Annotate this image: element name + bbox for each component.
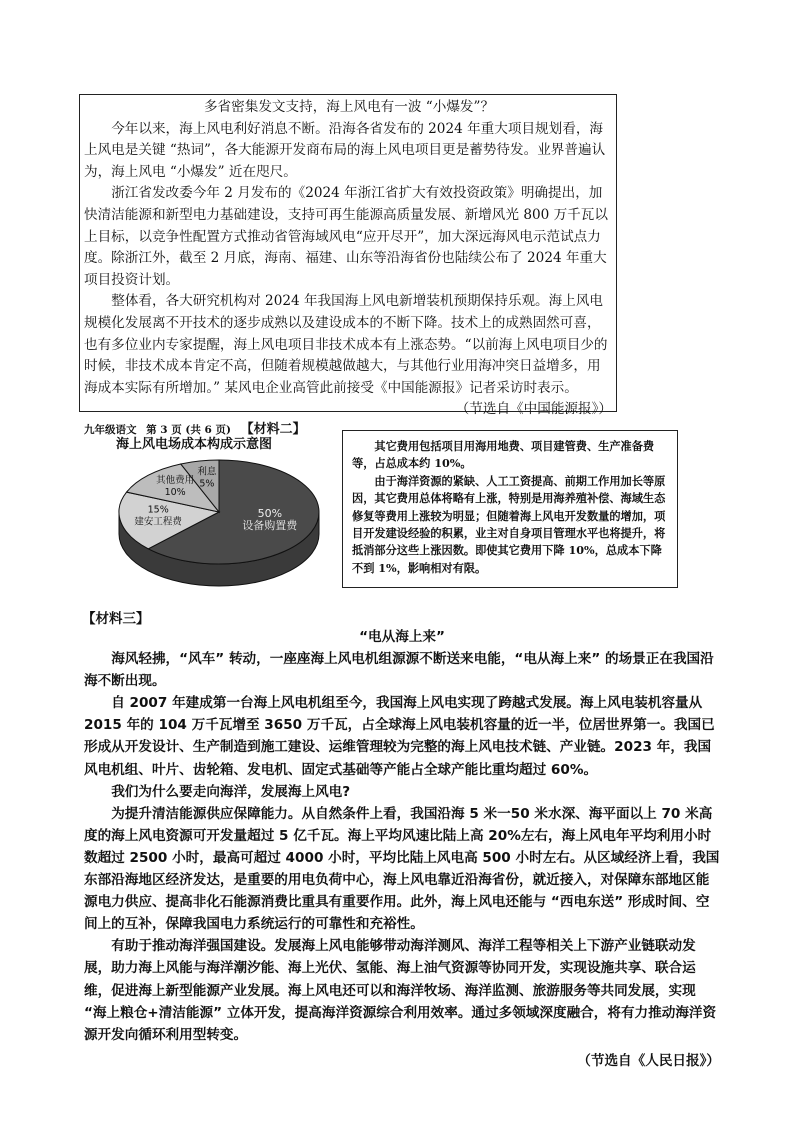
footer-page: 第 3 页 (共 6 页) xyxy=(146,424,231,436)
material3-label: 【材料三】 xyxy=(82,611,150,627)
material2-note-paragraph-1: 其它费用包括项目用海用地费、项目建管费、生产准备费等，占总成本约 10%。 xyxy=(352,439,655,471)
material3 xyxy=(84,626,720,1072)
footer-subject: 九年级语文 xyxy=(84,424,137,436)
pie-label-2: 15%建安工程费 xyxy=(134,504,182,528)
material3-paragraph-3: 我们为什么要走向海洋，发展海上风电? xyxy=(111,783,351,800)
material3-paragraph-2: 自 2007 年建成第一台海上风电机组至今，我国海上风电实现了跨越式发展。海上风电装机容量从 2015 年的 104 万千瓦增至 3650 万千瓦，占全球海上风电装机容量的近一半，位居世界第一。我国已形成从开发设计、生产制造到施工建设、运维管理较为完整的海上风电技术链、产业链。2023 年，我国风电机组、叶片、齿轮箱、发电机、固定式基础等产能占全球产能比重均超过 60%。 xyxy=(84,695,715,778)
material1-title: 多省密集发文支持，海上风电有一波 “小爆发”？ xyxy=(203,99,495,115)
chart-title: 海上风电场成本构成示意图 xyxy=(116,437,273,452)
material3-paragraph-5: 有助于推动海洋强国建设。发展海上风电能够带动海洋测风、海洋工程等相关上下游产业链联动发展，助力海上风能与海洋潮汐能、海上光伏、氢能、海上油气资源等协同开发，实现设施共享、联合运维，促进海上新型能源产业发展。海上风电还可以和海洋牧场、海洋监测、旅游服务等共同发展，实现 “海上粮仓+清洁能源” 立体开发，提高海洋资源综合利用效率。通过多领域深度融合，将有力推动海洋资源开发向循环利用型转变。 xyxy=(84,938,717,1043)
material1-paragraph-3: 整体看，各大研究机构对 2024 年我国海上风电新增装机预期保持乐观。海上风电规模化发展离不开技术的逐步成熟以及建设成本的不断下降。技术上的成熟固然可喜，也有多位业内专家提醒，海上风电项目非技术成本有上涨态势。“以前海上风电项目少的时候，非技术成本肯定不高，但随着规模越做越大，与其他行业用海冲突日益增多，用海成本实际有所增加。” 某风电企业高管此前接受《中国能源报》记者采访时表示。 xyxy=(84,293,608,396)
pie-label-4: 利息 5% xyxy=(197,466,217,490)
material1 xyxy=(84,97,614,421)
material2-note xyxy=(352,438,670,577)
material3-title: “电从海上来” xyxy=(359,629,445,645)
material3-paragraph-1: 海风轻拂，“风车” 转动，一座座海上风电机组源源不断送来电能，“电从海上来” 的场景正在我国沿海不断出现。 xyxy=(84,651,714,690)
material1-paragraph-1: 今年以来，海上风电利好消息不断。沿海各省发布的 2024 年重大项目规划看，海上风电是关键 “热词”，各大能源开发商布局的海上风电项目更是蓄势待发。业界普遍认为，海上风电 “小爆发” 近在咫尺。 xyxy=(84,120,606,180)
pie-label-1: 50%设备购置费 xyxy=(242,506,298,532)
pie-chart xyxy=(108,450,330,600)
pie-label-3: 其他费用 10% xyxy=(156,475,195,499)
material3-paragraph-4: 为提升清洁能源供应保障能力。从自然条件上看，我国沿海 5 米一50 米水深、海平面以上 70 米高度的海上风电资源可开发量超过 5 亿千瓦。海上平均风速比陆上高 20%左右，海上风电年平均利用小时数超过 2500 小时，最高可超过 4000 小时，平均比陆上风电高 500 小时左右。从区域经济上看，我国东部沿海地区经济发达，是重要的用电负荷中心，海上风电靠近沿海省份，就近接入，对保障东部地区能源电力供应、提高非化石能源消费比重具有重要作用。此外，海上风电还能与 “西电东送” 形成时间、空间上的互补，保障我国电力系统运行的可靠性和充裕性。 xyxy=(84,805,720,933)
material1-paragraph-2: 浙江省发改委今年 2 月发布的《2024 年浙江省扩大有效投资政策》明确提出，加快清洁能源和新型电力基础建设，支持可再生能源高质量发展、新增风光 800 万千瓦以上目标，以竞争性配置方式推动省管海域风电“应开尽开”，加大深远海风电示范试点力度。除浙江外，截至 2 月底，海南、福建、山东等沿海省份也陆续公布了 2024 年重大项目投资计划。 xyxy=(84,185,608,288)
material3-source: （节选自《人民日报》） xyxy=(577,1052,720,1069)
material2-note-paragraph-2: 由于海洋资源的紧缺、人工工资提高、前期工作用加长等原因，其它费用总体将略有上涨，特别是用海养殖补偿、海域生态修复等费用上涨较为明显；但随着海上风电开发数量的增加，项目开发建设经验的积累，业主对自身项目管理水平也将提升，将抵消部分这些上涨因数。即使其它费用下降 10%，总成本下降不到 1%，影响相对有限。 xyxy=(352,473,666,575)
material1-source: （节选自《中国能源报》） xyxy=(455,401,612,418)
material2-label: 【材料二】 xyxy=(240,422,306,437)
